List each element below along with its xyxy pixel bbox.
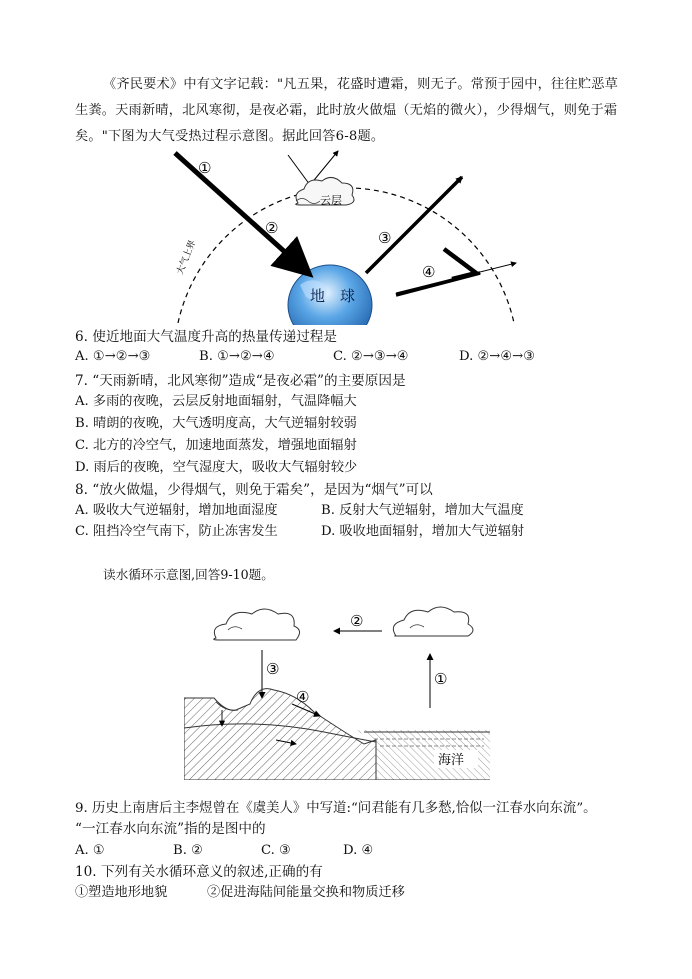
q7-option-d[interactable]: D. 雨后的夜晚，空气湿度大，吸收大气辐射较少: [75, 460, 358, 475]
q10-item-1: ①塑造地形地貌: [75, 885, 168, 900]
question-8-options-row2: [75, 519, 524, 545]
q8-option-c[interactable]: C. 阻挡冷空气南下，防止冻害发生: [75, 524, 278, 539]
land-cloud: [214, 609, 300, 640]
question-8: 8. “放火做煴，少得烟气，则免于霜矣”，是因为“烟气”可以: [75, 482, 433, 498]
q7-option-a[interactable]: A. 多雨的夜晚，云层反射地面辐射，气温降幅大: [75, 394, 357, 409]
wc-label-1: ①: [434, 670, 448, 688]
label-1: ①: [198, 159, 212, 177]
label-3: ③: [378, 229, 392, 247]
wc-label-4: ④: [296, 688, 310, 706]
earth-label: 地 球: [310, 287, 356, 305]
water-cycle-diagram: [184, 598, 494, 780]
label-2: ②: [265, 219, 279, 237]
wc-label-3: ③: [266, 660, 280, 678]
q8-option-a[interactable]: A. 吸收大气逆辐射，增加地面湿度: [75, 503, 278, 518]
q9-option-b[interactable]: B. ②: [173, 843, 203, 858]
passage-intro: [75, 72, 620, 150]
q6-option-a[interactable]: A. ①→②→③: [75, 349, 151, 364]
q9-option-c[interactable]: C. ③: [261, 843, 291, 858]
wc-label-2: ②: [350, 612, 364, 630]
q7-option-b[interactable]: B. 晴朗的夜晚，大气透明度高，大气逆辐射较弱: [75, 416, 357, 431]
ground-radiation-arrow: [366, 177, 462, 273]
passage-intro-2: 读水循环示意图,回答9-10题。: [103, 567, 274, 582]
q8-option-d[interactable]: D. 吸收地面辐射，增加大气逆辐射: [321, 524, 525, 539]
question-7: 7. “天雨新晴，北风寒彻”造成“是夜必霜”的主要原因是: [75, 373, 406, 389]
q6-option-d[interactable]: D. ②→④→③: [459, 349, 536, 364]
sea-cloud: [393, 607, 473, 636]
solar-radiation-arrow: [175, 153, 306, 271]
q8-option-b[interactable]: B. 反射大气逆辐射，增加大气温度: [321, 503, 524, 518]
atmosphere-heating-diagram: [160, 145, 530, 325]
question-6-options: [75, 344, 535, 370]
q9-option-d[interactable]: D. ④: [343, 843, 374, 858]
q6-option-c[interactable]: C. ②→③→④: [333, 349, 409, 364]
q7-option-c[interactable]: C. 北方的冷空气，加速地面蒸发，增强地面辐射: [75, 438, 357, 453]
question-10-items: [75, 880, 405, 906]
q10-item-2: ②促进海陆间能量交换和物质迁移: [207, 885, 405, 900]
land: [184, 689, 376, 780]
intro-text: 《齐民要术》中有文字记载："凡五果，花盛时遭霜，则无子。常预于园中，往往贮恶草生粪。天雨新晴，北风寒彻，是夜必霜，此时放火做煴（无焰的微火），少得烟气，则免于霜矣。"下图为大气受热过程示意图。据此回答6-8题。: [75, 77, 618, 144]
question-9: 9. 历史上南唐后主李煜曾在《虞美人》中写道:“问君能有几多愁,恰似一江春水向东流”。: [75, 801, 597, 816]
question-9-line2: “一江春水向东流”指的是图中的: [75, 821, 266, 837]
q6-option-b[interactable]: B. ①→②→④: [199, 349, 275, 364]
q9-option-a[interactable]: A. ①: [75, 843, 105, 858]
label-4: ④: [422, 263, 436, 281]
question-6: 6. 使近地面大气温度升高的热量传递过程是: [75, 329, 337, 345]
question-10: 10. 下列有关水循环意义的叙述,正确的有: [75, 864, 323, 880]
atmosphere-label: 大气上界: [175, 238, 199, 277]
ocean-label: 海洋: [438, 753, 465, 768]
cloud-label: 云层: [320, 194, 342, 207]
